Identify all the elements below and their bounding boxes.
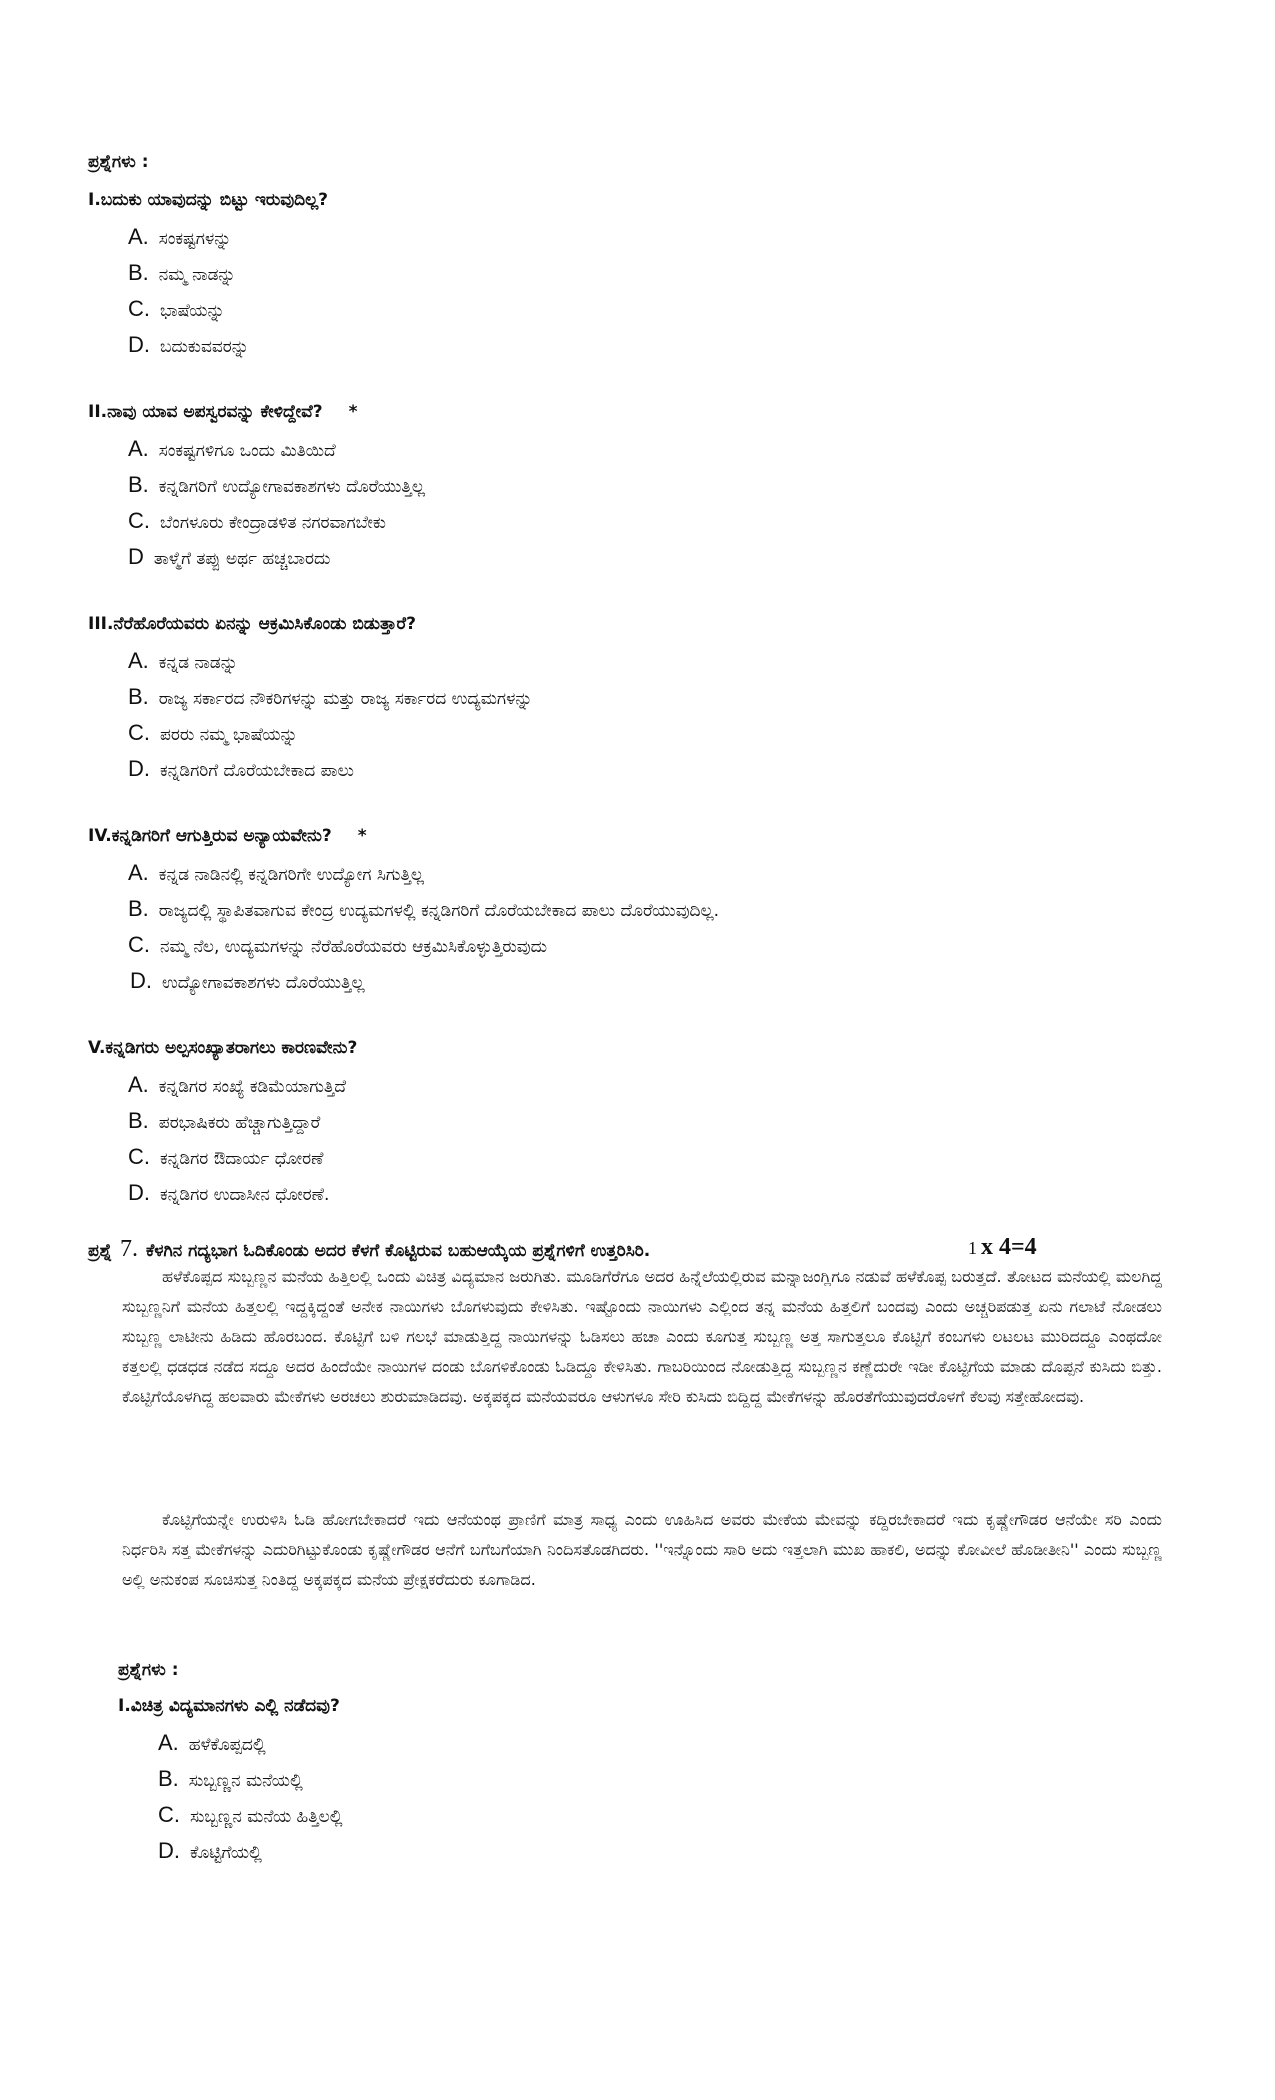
option-c: C. ಕನ್ನಡಿಗರ ಔದಾರ್ಯ ಧೋರಣೆ — [128, 1144, 324, 1169]
star-marker: * — [357, 826, 367, 846]
option-d: D. ಉದ್ಯೋಗಾವಕಾಶಗಳು ದೊರೆಯುತ್ತಿಲ್ಲ — [130, 968, 365, 993]
question-instruction: ಕೆಳಗಿನ ಗದ್ಯಭಾಗ ಓದಿಕೊಂಡು ಅದರ ಕೆಳಗೆ ಕೊಟ್ಟಿರುವ ಬಹುಆಯ್ಕೆಯ ಪ್ರಶ್ನೆಗಳಿಗೆ ಉತ್ತರಿಸಿರಿ. — [145, 1241, 651, 1261]
marks-allocation — [968, 1234, 1037, 1261]
option-a: A. ಹಳೆಕೊಪ್ಪದಲ್ಲಿ — [158, 1730, 266, 1755]
question-3 — [88, 614, 416, 634]
option-b: B. ಪರಭಾಷಿಕರು ಹೆಚ್ಚಾಗುತ್ತಿದ್ದಾರೆ — [128, 1108, 321, 1133]
question-7-title — [88, 1236, 650, 1263]
question-text: II.ನಾವು ಯಾವ ಅಪಸ್ವರವನ್ನು ಕೇಳಿದ್ದೇವೆ? — [88, 402, 323, 422]
option-d: D. ಬದುಕುವವರನ್ನು — [128, 332, 249, 357]
option-b: B. ರಾಜ್ಯ ಸರ್ಕಾರದ ನೌಕರಿಗಳನ್ನು ಮತ್ತು ರಾಜ್ಯ ಸರ್ಕಾರದ ಉದ್ಯಮಗಳನ್ನು — [128, 684, 533, 709]
option-b: B. ರಾಜ್ಯದಲ್ಲಿ ಸ್ಥಾಪಿತವಾಗುವ ಕೇಂದ್ರ ಉದ್ಯಮಗಳಲ್ಲಿ ಕನ್ನಡಿಗರಿಗೆ ದೊರೆಯಬೇಕಾದ ಪಾಲು ದೊರೆಯುವುದಿಲ್ಲ. — [128, 896, 719, 921]
option-c: C. ಬೆಂಗಳೂರು ಕೇಂದ್ರಾಡಳಿತ ನಗರವಾಗಬೇಕು — [128, 508, 386, 533]
option-c: C. ನಮ್ಮ ನೆಲ, ಉದ್ಯಮಗಳನ್ನು ನೆರೆಹೊರೆಯವರು ಆಕ್ರಮಿಸಿಕೊಳ್ಳುತ್ತಿರುವುದು — [128, 932, 547, 957]
question-text: III.ನೆರೆಹೊರೆಯವರು ಏನನ್ನು ಆಕ್ರಮಿಸಿಕೊಂಡು ಬಿಡುತ್ತಾರೆ? — [88, 614, 416, 634]
question-2 — [88, 402, 357, 422]
option-d: D ತಾಳ್ಮೆಗೆ ತಪ್ಪು ಅರ್ಥ ಹಚ್ಚಬಾರದು — [128, 544, 331, 569]
question-1 — [118, 1696, 340, 1716]
section-heading: ಪ್ರಶ್ನೆಗಳು : — [88, 152, 149, 172]
question-text: I.ವಿಚಿತ್ರ ವಿದ್ಯಮಾನಗಳು ಎಲ್ಲಿ ನಡೆದವು? — [118, 1696, 340, 1716]
option-a: A. ಕನ್ನಡಿಗರ ಸಂಖ್ಯೆ ಕಡಿಮೆಯಾಗುತ್ತಿದೆ — [128, 1072, 346, 1097]
passage-paragraph-1: ಹಳೆಕೊಪ್ಪದ ಸುಬ್ಬಣ್ಣನ ಮನೆಯ ಹಿತ್ತಿಲಲ್ಲಿ ಒಂದು ವಿಚಿತ್ರ ವಿದ್ಯಮಾನ ಜರುಗಿತು. ಮೂಡಿಗೆರೆಗೂ ಅದರ ಹಿನ್ನೆಲೆಯಲ್ಲಿರುವ ಮನ್ನಾಜಂಗ್ಲಿಗೂ ನಡುವೆ ಹಳೆಕೊಪ್ಪ ಬರುತ್ತದೆ. ತೋಟದ ಮನೆಯಲ್ಲಿ ಮಲಗಿದ್ದ ಸುಬ್ಬಣ್ಣನಿಗೆ ಮನೆಯ ಹಿತ್ತಲಲ್ಲಿ ಇದ್ದಕ್ಕಿದ್ದಂತೆ ಅನೇಕ ನಾಯಿಗಳು ಬೊಗಳುವುದು ಕೇಳಿಸಿತು. ಇಷ್ಟೊಂದು ನಾಯಿಗಳು ಎಲ್ಲಿಂದ ತನ್ನ ಮನೆಯ ಹಿತ್ತಲಿಗೆ ಬಂದವು ಎಂದು ಅಚ್ಚರಿಪಡುತ್ತ ಏನು ಗಲಾಟೆ ನೋಡಲು ಸುಬ್ಬಣ್ಣ ಲಾಟೀನು ಹಿಡಿದು ಹೊರಬಂದ. ಕೊಟ್ಟಿಗೆ ಬಳಿ ಗಲಭೆ ಮಾಡುತ್ತಿದ್ದ ನಾಯಿಗಳನ್ನು ಓಡಿಸಲು ಹಚಾ ಎಂದು ಕೂಗುತ್ತ ಸುಬ್ಬಣ್ಣ ಅತ್ತ ಸಾಗುತ್ತಲೂ ಕೊಟ್ಟಿಗೆ ಕಂಬಗಳು ಲಟಲಟ ಮುರಿದದ್ದೂ ಎಂಥದೋ ಕತ್ತಲಲ್ಲಿ ಧಡಧಡ ನಡೆದ ಸದ್ದೂ ಅದರ ಹಿಂದೆಯೇ ನಾಯಿಗಳ ದಂಡು ಬೊಗಳಿಕೊಂಡು ಓಡಿದ್ದೂ ಕೇಳಿಸಿತು. ಗಾಬರಿಯಿಂದ ನೋಡುತ್ತಿದ್ದ ಸುಬ್ಬಣ್ಣನ ಕಣ್ಣೆದುರೇ ಇಡೀ ಕೊಟ್ಟಿಗೆಯ ಮಾಡು ದೊಪ್ಪನೆ ಕುಸಿದು ಬಿತ್ತು. ಕೊಟ್ಟಿಗೆಯೊಳಗಿದ್ದ ಹಲವಾರು ಮೇಕೆಗಳು ಅರಚಲು ಶುರುಮಾಡಿದವು. ಅಕ್ಕಪಕ್ಕದ ಮನೆಯವರೂ ಆಳುಗಳೂ ಸೇರಿ ಕುಸಿದು ಬಿದ್ದಿದ್ದ ಮೇಕೆಗಳನ್ನು ಹೊರತೆಗೆಯುವುದರೊಳಗೆ ಕೆಲವು ಸತ್ತೇಹೋದವು. — [122, 1267, 1163, 1406]
option-c: C. ಭಾಷೆಯನ್ನು — [128, 296, 225, 321]
passage-paragraph-2: ಕೊಟ್ಟಿಗೆಯನ್ನೇ ಉರುಳಿಸಿ ಓಡಿ ಹೋಗಬೇಕಾದರೆ ಇದು ಆನೆಯಂಥ ಪ್ರಾಣಿಗೆ ಮಾತ್ರ ಸಾಧ್ಯ ಎಂದು ಊಹಿಸಿದ ಅವರು ಮೇಕೆಯ ಮೇವನ್ನು ಕದ್ದಿರಬೇಕಾದರೆ ಇದು ಕೃಷ್ಣೇಗೌಡರ ಆನೆಯೇ ಸರಿ ಎಂದು ನಿರ್ಧರಿಸಿ ಸತ್ತ ಮೇಕೆಗಳನ್ನು ಎದುರಿಗಿಟ್ಟುಕೊಂಡು ಕೃಷ್ಣೇಗೌಡರ ಆನೆಗೆ ಬಗೆಬಗೆಯಾಗಿ ನಿಂದಿಸತೊಡಗಿದರು. ''ಇನ್ನೊಂದು ಸಾರಿ ಅದು ಇತ್ತಲಾಗಿ ಮುಖ ಹಾಕಲಿ, ಅದನ್ನು ಕೋವೀಲೆ ಹೊಡೀತೀನಿ'' ಎಂದು ಸುಬ್ಬಣ್ಣ ಅಲ್ಲಿ ಅನುಕಂಪ ಸೂಚಿಸುತ್ತ ನಿಂತಿದ್ದ ಅಕ್ಕಪಕ್ಕದ ಮನೆಯ ಪ್ರೇಕ್ಷಕರೆದುರು ಕೂಗಾಡಿದ. — [122, 1510, 1162, 1589]
question-text: IV.ಕನ್ನಡಿಗರಿಗೆ ಆಗುತ್ತಿರುವ ಅನ್ಯಾಯವೇನು? — [88, 826, 332, 846]
option-c: C. ಸುಬ್ಬಣ್ಣನ ಮನೆಯ ಹಿತ್ತಿಲಲ್ಲಿ — [158, 1802, 343, 1827]
question-4 — [88, 826, 367, 846]
option-a: A. ಕನ್ನಡ ನಾಡನ್ನು — [128, 648, 238, 673]
marks-total: x 4=4 — [981, 1234, 1037, 1260]
question-number: 7. — [119, 1236, 138, 1262]
option-d: D. ಕನ್ನಡಿಗರ ಉದಾಸೀನ ಧೋರಣೆ. — [128, 1180, 330, 1205]
option-b: B. ನಮ್ಮ ನಾಡನ್ನು — [128, 260, 236, 285]
option-c: C. ಪರರು ನಮ್ಮ ಭಾಷೆಯನ್ನು — [128, 720, 298, 745]
option-a: A. ಸಂಕಷ್ಟಗಳನ್ನು — [128, 224, 232, 249]
option-b: B. ಸುಬ್ಬಣ್ಣನ ಮನೆಯಲ್ಲಿ — [158, 1766, 303, 1791]
option-a: A. ಸಂಕಷ್ಟಗಳಿಗೂ ಒಂದು ಮಿತಿಯಿದೆ — [128, 436, 336, 461]
marks-count: 1 — [968, 1238, 977, 1258]
question-prefix: ಪ್ರಶ್ನೆ — [88, 1241, 112, 1261]
section-heading: ಪ್ರಶ್ನೆಗಳು : — [118, 1660, 179, 1680]
star-marker: * — [348, 402, 358, 422]
option-d: D. ಕನ್ನಡಿಗರಿಗೆ ದೊರೆಯಬೇಕಾದ ಪಾಲು — [128, 756, 354, 781]
question-text: V.ಕನ್ನಡಿಗರು ಅಲ್ಪಸಂಖ್ಯಾತರಾಗಲು ಕಾರಣವೇನು? — [88, 1038, 358, 1058]
option-d: D. ಕೊಟ್ಟಿಗೆಯಲ್ಲಿ — [158, 1838, 262, 1863]
question-5 — [88, 1038, 357, 1058]
question-text: I.ಬದುಕು ಯಾವುದನ್ನು ಬಿಟ್ಟು ಇರುವುದಿಲ್ಲ? — [88, 190, 329, 210]
question-1 — [88, 190, 328, 210]
option-b: B. ಕನ್ನಡಿಗರಿಗೆ ಉದ್ಯೋಗಾವಕಾಶಗಳು ದೊರೆಯುತ್ತಿಲ್ಲ — [128, 472, 425, 497]
option-a: A. ಕನ್ನಡ ನಾಡಿನಲ್ಲಿ ಕನ್ನಡಿಗರಿಗೇ ಉದ್ಯೋಗ ಸಿಗುತ್ತಿಲ್ಲ — [128, 860, 424, 885]
